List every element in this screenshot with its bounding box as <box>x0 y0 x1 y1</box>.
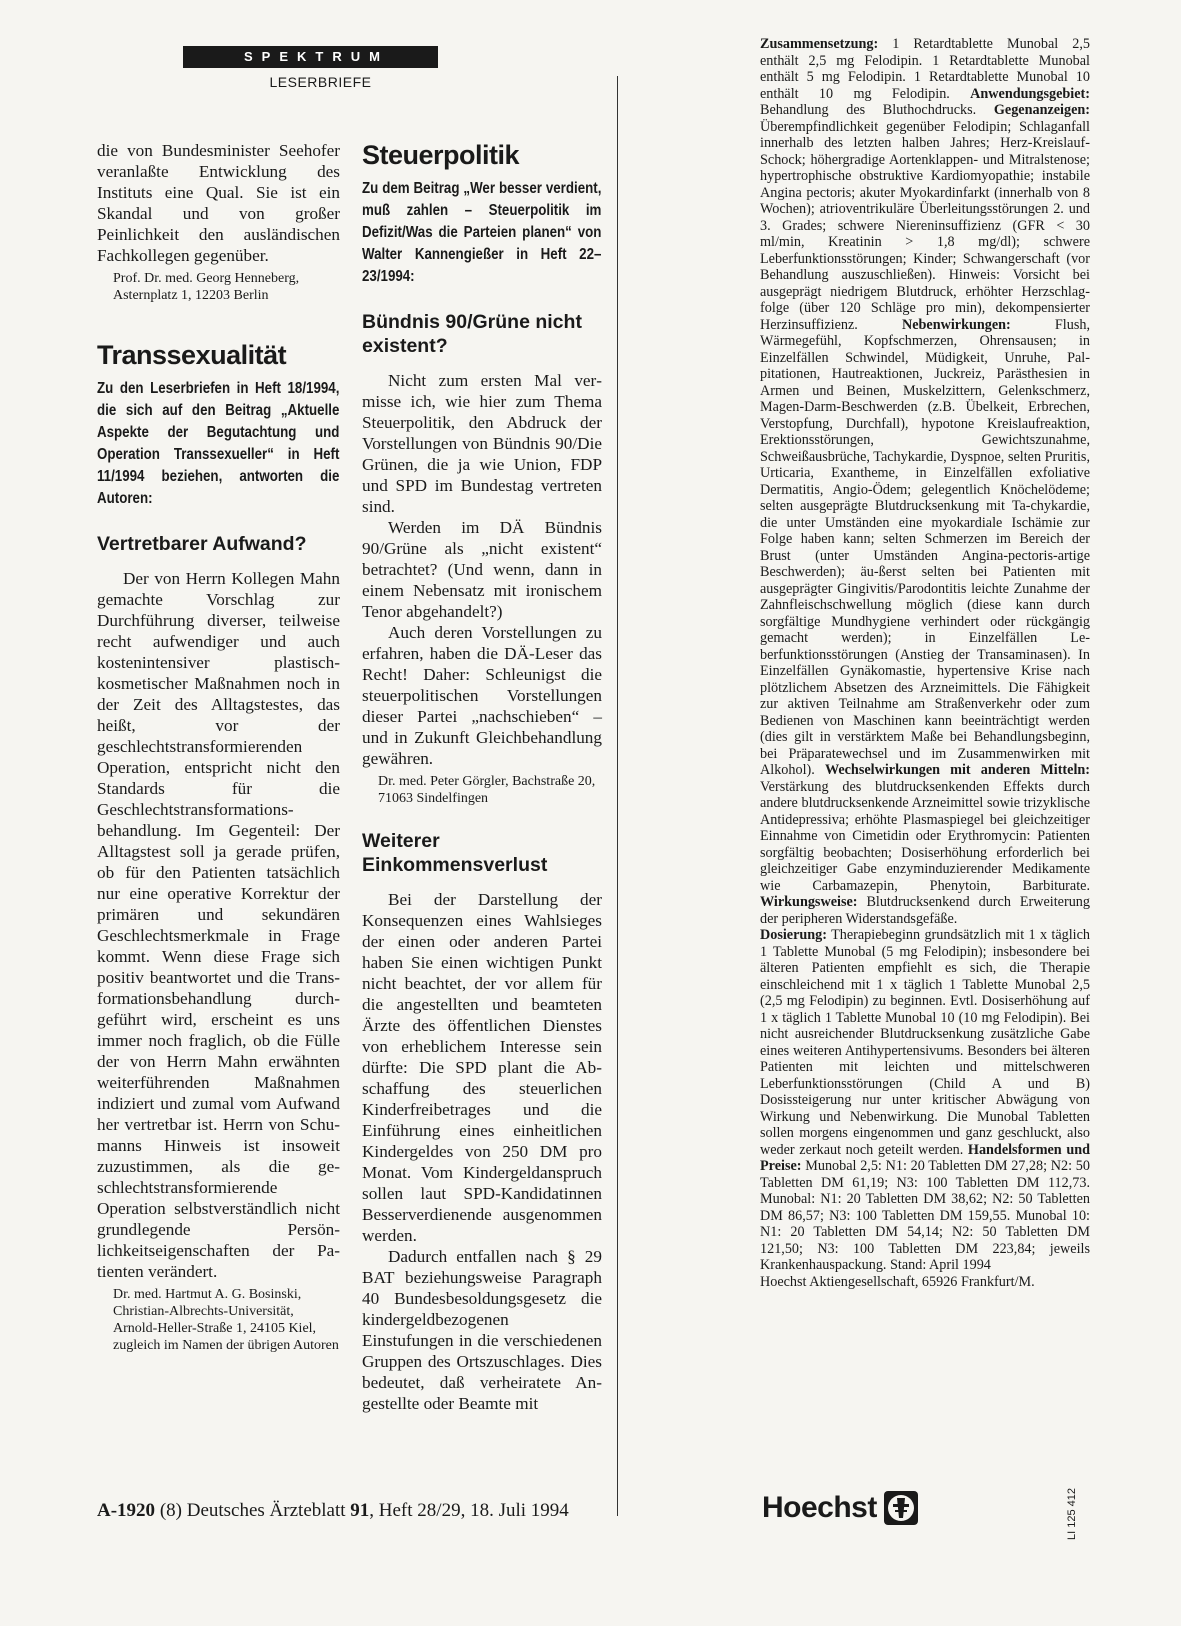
letter-body: Der von Herrn Kollegen Mahn gemachte Vorschlag zur Durchführung diverser, teilweise recht aufwendiger und auch kostenintensiver plastisch-kosmetischer Maßnahmen noch in der Zeit des Alltagstestes, das heißt, vor der geschlechtstransformierenden Operation, entspricht nicht den Standards für die Geschlechtstransformationsbehandlung. Im Gegenteil: Der Alltagstest soll ja gerade prüfen, ob für den Patienten tatsächlich nur eine operative Korrektur der primären und sekundären Geschlechtsmerkmale in Frage kommt. Wenn diese Frage sich positiv beantwortet und die Transformationsbehandlung durchgeführt wird, erscheint es uns immer noch fraglich, ob die Fülle der von Herrn Mahn erwähnten weiterführenden Maßnahmen indiziert und zumal vom Aufwand her vertretbar ist. Herrn von Schumanns Hinweis ist insoweit zuzustimmen, als die geschlechtstransformierende Operation selbstverständlich nicht grundlegende Persönlichkeitseigenschaften der Patienten verändert. <box>97 569 340 1281</box>
subsection-label: LESERBRIEFE <box>269 74 372 90</box>
pi-key: Gegenanzeigen: <box>993 102 1090 118</box>
article-lead: Zu den Leserbriefen in Heft 18/1994, die sich auf den Beitrag „Aktuelle Aspekte der Begutachtung und Operation Transsexueller“ in Heft 11/1994 beziehen, antworten die Autoren: <box>97 380 340 507</box>
pi-key: Wechselwirkungen mit anderen Mitteln: <box>824 762 1090 778</box>
column-divider <box>617 76 618 1516</box>
pi-company: Hoechst Aktiengesellschaft, 65926 Frankfurt/M. <box>760 1273 1035 1290</box>
pi-text: Flush, Wärmegefühl, Kopfschmerzen, Ohrensausen; in Einzelfällen Schwindel, Müdigkeit, Unruhe, Palpitationen, Hautreaktionen, Juckreiz, Parästhesien in Armen und Beinen, Muskelzittern, Gelenkschmerz, Magen-Darm-Beschwerden (z.B. Übelkeit, Erbrechen, Verstopfung, Durchfall), hypotone Kreislaufreaktion, Erektionsstörungen, Gewichtszunahme, Schweißausbrüche, Tachykardie, Dyspnoe, selten Pruritis, Urticaria, Exantheme, in Einzelfällen exfoliative Dermatitis, Angio-Ödem; gelegentlich Knöchelödeme; selten ausgeprägte Blutdrucksenkung mit Ta-chykardie, die unter Umständen eine myokardiale Ischämie zur Folge haben kann; selten Schmerzen im Bereich der Brust (unter Umständen Angina-pectoris-artige Beschwerden); äu-ßerst selten bei Patienten mit ausgeprägter Gingivitis/Parodontitis leichte Zunahme der Zahnfleischschwellung möglich (diese kann durch sorgfältige Mundhygiene verhindert oder rückgängig gemacht werden); in Einzelfällen Leberfunktionsstörungen (Anstieg der Transaminasen). In Einzelfällen Gynäkomastie, hypertensive Krise nach plötzlichem Absetzen des Arzneimittels. Die Fähigkeit zur aktiven Teilnahme am Straßenverkehr oder zum Bedienen von Maschinen kann beeinträchtigt werden (dies gilt in verstärktem Maße bei Behandlungsbeginn, bei Präparatewechsel und im Zusammenwirken mit Alkohol). <box>760 316 1090 778</box>
pi-key: Anwendungsgebiet: <box>970 85 1090 102</box>
letter-signature: Dr. med. Hartmut A. G. Bosinski, Christian-Albrechts-Universität, Arnold-Heller-Straße 1, 24105 Kiel, zugleich im Namen der übrigen Autoren <box>113 1287 339 1353</box>
letter-subhead: Bündnis 90/Grüne nicht existent? <box>362 311 582 357</box>
page-number: A-1920 <box>97 1500 156 1521</box>
pi-key: Nebenwirkungen: <box>901 316 1011 333</box>
pi-text: Munobal 2,5: N1: 20 Tabletten DM 27,28; N2: 50 Tabletten DM 61,19; N3: 100 Tabletten DM 112,73. Munobal: N1: 20 Tabletten DM 38,62; N2: 50 Tabletten DM 86,57; N3: 100 Tabletten DM 159,55. Munobal 10: N1: 20 Tabletten DM 54,14; N2: 50 Tabletten DM 121,50; N3: 100 Tabletten DM 223,84; jeweils Krankenhauspackung. Stand: April 1994 <box>760 1158 1090 1273</box>
article-title-transsexualitaet: Transsexualität <box>97 340 287 370</box>
pi-text: Behandlung des Bluthochdrucks. <box>760 102 977 118</box>
pi-key: Wirkungsweise: <box>760 894 858 910</box>
journal-name: (8) Deutsches Ärzteblatt <box>159 1500 346 1521</box>
masthead <box>183 46 438 90</box>
letter-paragraph: Werden im DÄ Bündnis 90/Grüne als „nicht existent“ betrachtet? (Und wenn, dann in einem Nebensatz mit ironischem Tenor abgehandelt?) <box>362 518 602 621</box>
volume-number: 91 <box>350 1500 370 1521</box>
letter-paragraph: Bei der Darstellung der Konsequenzen eines Wahlsieges der einen oder anderen Partei haben Sie einen wichtigen Punkt nicht beachtet, der vor allem für die angestellten und beamteten Ärzte des öffentlichen Dienstes von erheblichem Interesse sein dürfte: Die SPD plant die Abschaffung des steuerlichen Kinderfreibetrages und die Einführung eines einheitlichen Kindergeldes von 250 DM pro Monat. Vom Kindergeldanspruch sollen laut SPD-Kandidatinnen Besserverdienende ausgenommen werden. <box>362 890 602 1245</box>
column-2 <box>362 140 602 1414</box>
ad-code: LI 125 412 <box>1066 1488 1078 1540</box>
pi-text: Therapiebeginn grundsätzlich mit 1 x täglich 1 Tablette Munobal (5 mg Felodipin); insbesondere bei älteren Patienten empfiehlt es sich, die Therapie einschleichend mit 1 x täglich 1 Tablette Munobal 2,5 (2,5 mg Felodipin) zu beginnen. Evtl. Dosiserhöhung auf 1 x täglich 1 Tablette Munobal 10 (10 mg Felodipin). Bei nicht ausreichender Blutdrucksenkung zusätzliche Gabe eines weiteren Antihypertensivums. Besonders bei älteren Patienten mit leichten und mittelschweren Leberfunktionsstörungen (Child A und B) Dosissteigerung nur unter kritischer Abwägung von Wirkung und Nebenwirkung. Die Munobal Tabletten sollen morgens eingenommen und ganz geschluckt, also weder zerkaut noch geteilt werden. <box>760 927 1090 1158</box>
continued-letter-text: die von Bundesminister Seehofer veranlaßte Entwicklung des Instituts eine Qual. Sie ist ein Skandal und von großer Peinlichkeit den ausländischen Fachkollegen gegenüber. <box>97 141 340 265</box>
prescribing-information <box>760 36 1090 1290</box>
letter-subhead: Weiterer Einkommensverlust <box>362 830 548 876</box>
letter-subhead: Vertretbarer Aufwand? <box>97 533 307 555</box>
brand-name: Hoechst <box>762 1491 877 1524</box>
pi-text: Verstärkung des blutdrucksenkenden Effekts durch andere blutdrucksenkende Arzneimittel sowie trizyklische Antidepressiva; erhöhte Plasmaspiegel bei gleichzeitiger Einnahme von Cimetidin oder Erythromycin: Patienten sorgfältig beobachten; Dosiserhöhung erforderlich bei gleichzeitiger Gabe enzyminduzierender Medikamente wie Carbamazepin, Phenytoin, Barbiturate. <box>760 778 1090 894</box>
pi-text: Blutdrucksenkend durch Erweiterung der peripheren Widerstandsgefäße. <box>760 894 1090 927</box>
issue-date: , Heft 28/29, 18. Juli 1994 <box>369 1500 569 1521</box>
letter-signature: Dr. med. Peter Görgler, Bachstraße 20, 71063 Sindelfingen <box>378 774 596 806</box>
pi-text: Überempfindlichkeit gegenüber Felodipin; Schlaganfall innerhalb des letzten halben Jahres; Herz-Kreislauf-Schock; höhergradige Aortenklappen- und Mitralstenose; hypertrophische obstruktive Kardiomyopathie; instabile Angina pectoris; akuter Myokardinfarkt (innerhalb von 8 Wochen); atrioventrikuläre Überleitungsstörungen 2. und 3. Grades; schwere Niereninsuffizienz (GFR < 30 ml/min, Kreatinin > 1,8 mg/dl); schwere Leberfunktionsstörungen; Kinder; Schwangerschaft (vor Behandlung auszuschließen). Hinweis: Vorsicht bei ausgeprägt niedrigem Blutdruck, erhöhter Herzschlagfolge (über 120 Schläge pro min), dekompensierter Herzinsuffizienz. <box>760 118 1090 333</box>
article-title-steuerpolitik: Steuerpolitik <box>362 140 520 170</box>
column-1 <box>97 140 340 1358</box>
letter-paragraph: Nicht zum ersten Mal vermisse ich, wie hier zum Thema Steuerpolitik, den Abdruck der Vorstellungen von Bündnis 90/Die Grünen, die ja wie Union, FDP und SPD im Bundestag vertreten sind. <box>362 371 602 516</box>
article-lead: Zu dem Beitrag „Wer besser verdient, muß zahlen – Steuerpolitik im Defizit/Was die Parteien planen“ von Walter Kannengießer in Heft 22–23/1994: <box>362 180 602 285</box>
letter-paragraph: Dadurch entfallen nach § 29 BAT beziehungsweise Paragraph 40 Bundesbesoldungsgesetz die kindergeldbezogenen Einstufungen in die verschiedenen Gruppen des Ortszuschlages. Dies bedeutet, daß verheiratete Angestellte oder Beamte mit <box>362 1247 602 1413</box>
pi-text: 1 Retardtablette Munobal 2,5 enthält 2,5 mg Felodipin. 1 Retardtablette Munobal enthält 5 mg Felodipin. 1 Retardtablette Munobal 10 enthält 10 mg Felodipin. <box>760 36 1090 102</box>
section-label: SPEKTRUM <box>183 46 438 68</box>
continued-letter-signature: Prof. Dr. med. Georg Henneberg, Asternplatz 1, 12203 Berlin <box>113 271 300 303</box>
pi-key: Handelsformen und Preise: <box>760 1141 1090 1174</box>
hoechst-logo <box>762 1490 919 1526</box>
page-footer <box>97 1500 569 1522</box>
hoechst-tower-icon <box>883 1490 919 1526</box>
pi-key: Dosierung: <box>760 927 827 943</box>
pi-key: Zusammensetzung: <box>760 36 879 52</box>
letter-paragraph: Auch deren Vorstellungen zu erfahren, haben die DÄ-Leser das Recht! Daher: Schleunigst die steuerpolitischen Vorstellungen dieser Partei „nachschieben“ – und in Zukunft Gleichbehandlung gewähren. <box>362 623 602 768</box>
